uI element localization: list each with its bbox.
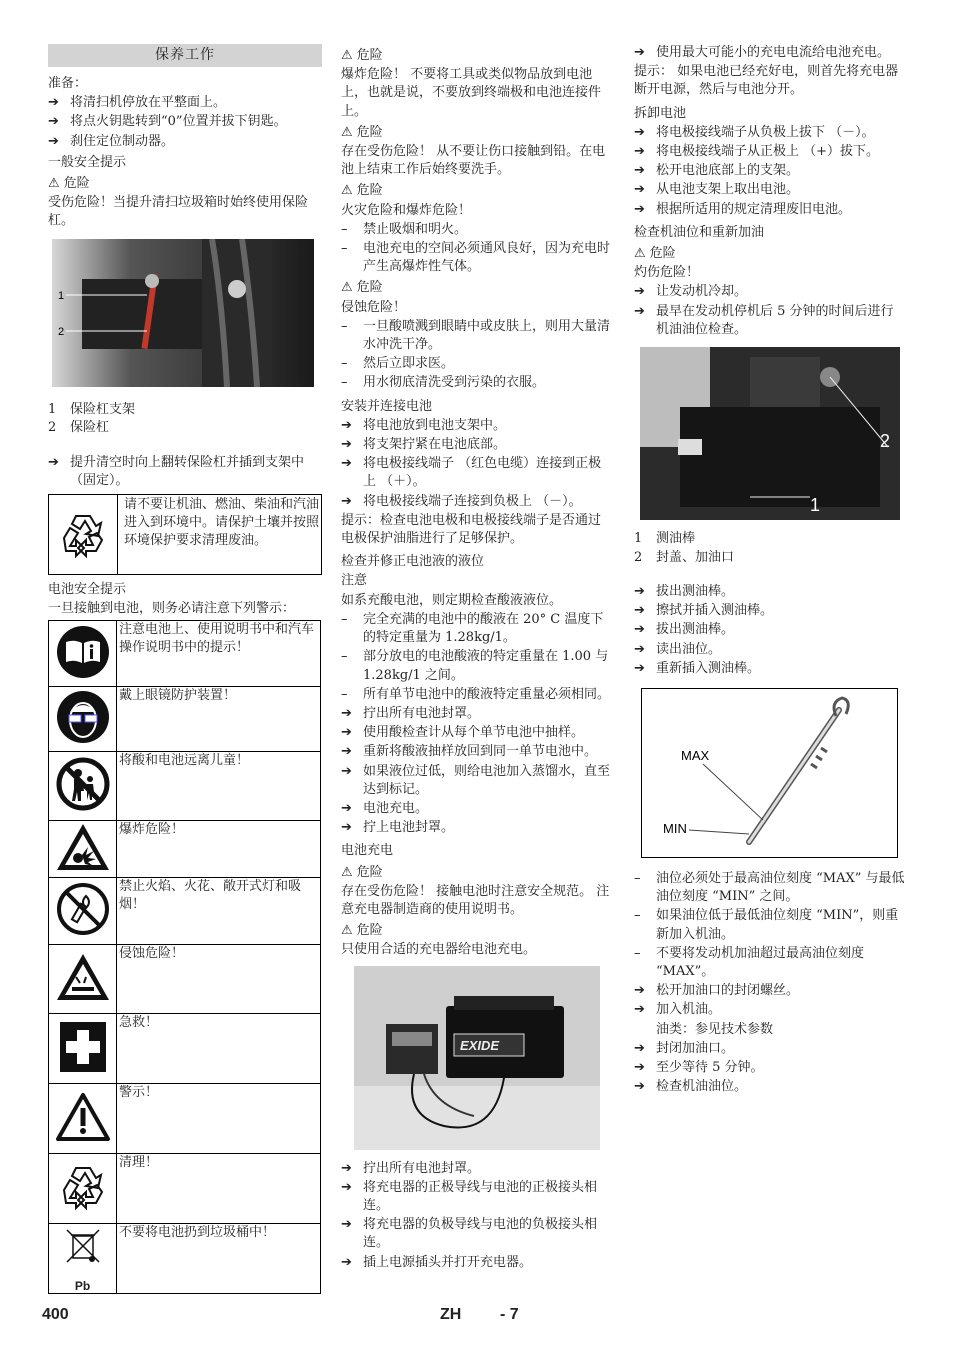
arrow-icon: ➔ bbox=[341, 1254, 352, 1270]
column-1 bbox=[48, 44, 322, 1294]
bullet-item-text: 禁止吸烟和明火。 bbox=[363, 221, 468, 237]
bullet-item-text: 一旦酸喷溅到眼睛中或皮肤上，则用大量清水冲洗干净。 bbox=[363, 318, 611, 353]
warning-text: 将酸和电池远离儿童！ bbox=[117, 752, 321, 821]
arrow-icon: ➔ bbox=[341, 417, 352, 433]
warning-triangle-icon: ⚠ bbox=[48, 176, 60, 192]
step-item-text: 将电极接线端子从负极上拔下 （－）。 bbox=[656, 124, 875, 140]
section-heading: 拆卸电池 bbox=[634, 105, 687, 121]
step-item bbox=[634, 660, 906, 678]
step-item-text: 让发动机冷却。 bbox=[656, 284, 748, 300]
figure-legend-item bbox=[634, 530, 906, 549]
paragraph: 如系充酸电池，则定期检查酸液液位。 bbox=[341, 592, 563, 608]
environment-note-text: 请不要让机油、燃油、柴油和汽油进入到环境中。请保护土壤并按照环境保护要求清理废油。 bbox=[124, 497, 320, 549]
arrow-icon: ➔ bbox=[341, 493, 352, 509]
dash-bullet: – bbox=[341, 356, 348, 372]
engine-photo bbox=[640, 347, 900, 520]
danger-heading bbox=[48, 175, 322, 193]
step-item bbox=[634, 162, 906, 180]
step-item-text: 松开电池底部上的支架。 bbox=[656, 163, 800, 179]
step-item bbox=[634, 1001, 906, 1019]
step-item bbox=[341, 763, 613, 799]
arrow-icon: ➔ bbox=[634, 45, 645, 60]
prep-step-text: 将清扫机停放在平整面上。 bbox=[70, 95, 227, 111]
warning-row bbox=[49, 1014, 321, 1084]
dash-bullet: – bbox=[341, 649, 348, 665]
paragraph: 火灾危险和爆炸危险！ bbox=[341, 202, 472, 218]
danger-heading bbox=[341, 182, 613, 200]
step-item bbox=[341, 1179, 613, 1215]
arrow-icon: ➔ bbox=[341, 437, 352, 453]
danger-label: 危险 bbox=[356, 48, 383, 63]
warning-text: 注意电池上、使用说明书中和汽车操作说明书中的提示！ bbox=[117, 621, 321, 687]
danger-heading bbox=[341, 922, 613, 940]
warning-text: 清理！ bbox=[117, 1154, 321, 1224]
arrow-icon: ➔ bbox=[341, 705, 352, 721]
bullet-item-text: 不要将发动机加油超过最高油位刻度 “MAX”。 bbox=[656, 945, 865, 980]
warning-triangle-icon: ⚠ bbox=[341, 48, 353, 63]
warning-text: 警示！ bbox=[117, 1084, 321, 1154]
legend-text: 测油棒 bbox=[656, 531, 696, 547]
arrow-icon: ➔ bbox=[341, 763, 352, 779]
battery-charging-photo bbox=[354, 966, 600, 1150]
bullet-item bbox=[341, 318, 613, 354]
arrow-icon: ➔ bbox=[634, 603, 645, 619]
legend-text: 保险杠 bbox=[70, 420, 110, 436]
step-item bbox=[634, 124, 906, 142]
step-item-text: 将电极接线端子连接到负极上 （－）。 bbox=[363, 493, 582, 509]
warning-text: 爆炸危险！ bbox=[117, 821, 321, 878]
step-item-text: 从电池支架上取出电池。 bbox=[656, 182, 800, 198]
step-item bbox=[341, 724, 613, 742]
spacer bbox=[48, 438, 322, 454]
dash-bullet: – bbox=[341, 241, 348, 257]
arrow-icon: ➔ bbox=[48, 95, 59, 111]
battery-safety-heading: 电池安全提示 bbox=[48, 582, 127, 598]
paragraph: 存在受伤危险！ 从不要让伤口接触到铅。在电池上结束工作后始终要洗手。 bbox=[341, 144, 606, 178]
step-item bbox=[634, 143, 906, 161]
step-item-text: 插上电源插头并打开充电器。 bbox=[363, 1254, 533, 1270]
arrow-icon: ➔ bbox=[634, 1002, 645, 1018]
step-item bbox=[634, 201, 906, 219]
danger-label: 危险 bbox=[356, 124, 383, 140]
lift-step-text: 提升清空时向上翻转保险杠并插到支架中 （固定）。 bbox=[70, 454, 305, 488]
arrow-icon: ➔ bbox=[634, 622, 645, 638]
pb-label: Pb bbox=[74, 1278, 91, 1293]
general-safety-heading: 一般安全提示 bbox=[48, 154, 127, 170]
column-2 bbox=[341, 44, 613, 1273]
warning-row bbox=[49, 821, 321, 878]
dipstick-diagram bbox=[641, 688, 898, 858]
prep-step bbox=[48, 133, 322, 151]
paragraph: 侵蚀危险！ bbox=[341, 299, 407, 315]
step-item-text: 将电池放到电池支架中。 bbox=[363, 417, 507, 433]
dash-bullet: – bbox=[634, 945, 641, 961]
warning-text: 侵蚀危险！ bbox=[117, 945, 321, 1014]
prep-step-text: 刹住定位制动器。 bbox=[70, 133, 175, 149]
step-item bbox=[341, 1254, 613, 1272]
step-item-text: 电池充电。 bbox=[363, 800, 429, 816]
bullet-item bbox=[634, 870, 906, 906]
danger-heading bbox=[341, 279, 613, 297]
bullet-item bbox=[634, 945, 906, 981]
no-fire-smoking-icon bbox=[49, 878, 117, 945]
first-aid-icon bbox=[49, 1014, 117, 1084]
bumper-figure bbox=[52, 239, 322, 391]
arrow-icon: ➔ bbox=[634, 182, 645, 198]
column-3 bbox=[634, 44, 906, 1098]
arrow-icon: ➔ bbox=[341, 1160, 352, 1176]
bullet-item bbox=[341, 374, 613, 392]
battery-safety-intro: 一旦接触到电池，则务必请注意下列警示： bbox=[48, 601, 296, 617]
warning-row bbox=[49, 621, 321, 687]
arrow-icon: ➔ bbox=[634, 201, 645, 217]
arrow-icon: ➔ bbox=[48, 133, 59, 149]
bullet-item-text: 电池充电的空间必须通风良好，因为充电时产生高爆炸性气体。 bbox=[363, 241, 611, 275]
bullet-item-text: 完全充满的电池中的酸液在 20° C 温度下的特定重量为 1.28kg/1。 bbox=[363, 611, 604, 646]
danger-label: 危险 bbox=[356, 923, 383, 939]
step-note: 油类：参见技术参数 bbox=[656, 1021, 774, 1037]
step-item-text: 将电极接线端子从正极上 （+）拔下。 bbox=[656, 144, 880, 160]
legend-text: 保险杠支架 bbox=[70, 401, 136, 417]
warning-row bbox=[49, 1154, 321, 1224]
bullet-item-text: 油位必须处于最高油位刻度 “MAX” 与最低油位刻度 “MIN” 之间。 bbox=[656, 871, 905, 905]
lift-step bbox=[48, 454, 322, 490]
eye-protection-icon bbox=[49, 687, 117, 752]
arrow-icon: ➔ bbox=[634, 1060, 645, 1076]
warning-row bbox=[49, 687, 321, 752]
paragraph: 爆炸危险！ 不要将工具或类似物品放到电池上，也就是说，不要放到终端极和电池连接件上。 bbox=[341, 67, 602, 119]
step-item bbox=[634, 303, 906, 339]
danger-label: 危险 bbox=[63, 176, 90, 192]
figure-label-1: 1 bbox=[58, 289, 65, 302]
arrow-icon: ➔ bbox=[48, 454, 59, 470]
step-item-text: 检查机油油位。 bbox=[656, 1079, 748, 1095]
environment-note-box bbox=[48, 494, 322, 575]
legend-text: 封盖、加油口 bbox=[656, 549, 735, 565]
step-item bbox=[634, 621, 906, 639]
danger-label: 危险 bbox=[649, 246, 676, 262]
step-item-text: 重新将酸液抽样放回到同一单节电池中。 bbox=[363, 744, 598, 760]
step-item bbox=[634, 1059, 906, 1077]
bullet-item bbox=[634, 907, 906, 943]
step-item bbox=[341, 1216, 613, 1252]
step-item-text: 拧出所有电池封罩。 bbox=[363, 705, 481, 721]
dash-bullet: – bbox=[341, 221, 348, 237]
danger-label: 危险 bbox=[356, 864, 383, 880]
step-item-text: 擦拭并插入测油棒。 bbox=[656, 603, 774, 619]
warning-icon bbox=[49, 1084, 117, 1154]
keep-children-away-icon bbox=[49, 752, 117, 821]
arrow-icon: ➔ bbox=[634, 584, 645, 600]
paragraph: 提示：检查电池电极和电极接线端子是否通过电极保护油脂进行了足够保护。 bbox=[341, 512, 602, 547]
warning-triangle-icon: ⚠ bbox=[634, 246, 646, 262]
step-item-text: 根据所适用的规定清理废旧电池。 bbox=[656, 201, 852, 217]
step-item bbox=[634, 283, 906, 301]
step-item bbox=[634, 641, 906, 659]
danger-heading bbox=[341, 47, 613, 65]
warning-text: 急救！ bbox=[117, 1014, 321, 1084]
section-heading: 检查并修正电池液的液位 bbox=[341, 554, 485, 570]
step-item bbox=[341, 417, 613, 435]
language-code: ZH bbox=[440, 1306, 462, 1323]
recycle-icon bbox=[49, 495, 118, 574]
step-item bbox=[341, 436, 613, 454]
preparation-label: 准备： bbox=[48, 76, 88, 91]
step-item-text: 使用最大可能小的充电电流给电池充电。 bbox=[656, 45, 891, 60]
step-item-text: 最早在发动机停机后 5 分钟的时间后进行机油油位检查。 bbox=[656, 303, 894, 337]
warning-row bbox=[49, 1084, 321, 1154]
step-item-text: 封闭加油口。 bbox=[656, 1040, 735, 1056]
step-item bbox=[341, 743, 613, 761]
section-heading: 安装并连接电池 bbox=[341, 398, 433, 414]
arrow-icon: ➔ bbox=[341, 1179, 352, 1195]
danger-heading bbox=[341, 864, 613, 882]
bullet-item bbox=[341, 611, 613, 647]
step-item bbox=[341, 705, 613, 723]
prep-step bbox=[48, 94, 322, 112]
warning-triangle-icon: ⚠ bbox=[341, 280, 353, 296]
step-item bbox=[341, 800, 613, 818]
legend-number: 1 bbox=[48, 401, 57, 417]
bullet-item bbox=[341, 648, 613, 684]
bullet-item bbox=[341, 240, 613, 276]
warning-text: 不要将电池扔到垃圾桶中！ bbox=[117, 1224, 321, 1294]
bullet-item-text: 如果油位低于最低油位刻度 “MIN”，则重新加入机油。 bbox=[656, 908, 899, 942]
warning-triangle-icon: ⚠ bbox=[341, 923, 353, 939]
bullet-item-text: 然后立即求医。 bbox=[363, 356, 455, 372]
step-item-text: 松开加油口的封闭螺丝。 bbox=[656, 983, 800, 999]
arrow-icon: ➔ bbox=[634, 1040, 645, 1056]
step-item-text: 将充电器的负极导线与电池的负极接头相连。 bbox=[363, 1217, 598, 1251]
dash-bullet: – bbox=[341, 375, 348, 391]
prep-step bbox=[48, 113, 322, 131]
paragraph: 注意 bbox=[341, 573, 368, 589]
battery-figure bbox=[354, 966, 613, 1154]
legend-number: 2 bbox=[48, 420, 57, 436]
step-item bbox=[634, 1078, 906, 1096]
arrow-icon: ➔ bbox=[341, 744, 352, 760]
bullet-item-text: 用水彻底清洗受到污染的衣服。 bbox=[363, 375, 546, 391]
step-item-text: 将支架拧紧在电池底部。 bbox=[363, 437, 507, 453]
arrow-icon: ➔ bbox=[341, 725, 352, 741]
recycle-icon bbox=[49, 1154, 117, 1224]
warning-triangle-icon: ⚠ bbox=[341, 864, 353, 880]
min-label: MIN bbox=[663, 821, 687, 837]
battery-warnings-table bbox=[48, 620, 321, 1294]
bullet-item-text: 部分放电的电池酸液的特定重量在 1.00 与 1.28kg/1 之间。 bbox=[363, 649, 609, 683]
engine-label-2: 2 bbox=[880, 431, 891, 452]
arrow-icon: ➔ bbox=[634, 660, 645, 676]
arrow-icon: ➔ bbox=[341, 456, 352, 472]
step-item-text: 将电极接线端子 （红色电缆）连接到正极上 （＋）。 bbox=[363, 456, 602, 490]
dash-bullet: – bbox=[341, 611, 348, 627]
arrow-icon: ➔ bbox=[341, 800, 352, 816]
step-item bbox=[634, 44, 906, 62]
dash-bullet: – bbox=[341, 318, 348, 334]
manual-info-icon bbox=[49, 621, 117, 687]
no-trash-bin-icon bbox=[49, 1224, 117, 1294]
step-item bbox=[634, 602, 906, 620]
danger-text: 受伤危险！当提升清扫垃圾箱时始终使用保险杠。 bbox=[48, 195, 309, 229]
dash-bullet: – bbox=[634, 871, 641, 887]
arrow-icon: ➔ bbox=[634, 1079, 645, 1095]
danger-label: 危险 bbox=[356, 183, 383, 199]
legend-number: 2 bbox=[634, 549, 643, 565]
warning-row bbox=[49, 752, 321, 821]
dash-bullet: – bbox=[634, 908, 641, 924]
danger-label: 危险 bbox=[356, 280, 383, 296]
explosion-icon bbox=[49, 821, 117, 878]
step-item-text: 加入机油。 bbox=[656, 1002, 722, 1018]
arrow-icon: ➔ bbox=[341, 820, 352, 836]
paragraph: 提示： 如果电池已经充好电，则首先将充电器断开电源，然后与电池分开。 bbox=[634, 64, 899, 98]
step-item bbox=[341, 493, 613, 511]
bullet-item-text: 所有单节电池中的酸液特定重量必须相同。 bbox=[363, 686, 611, 702]
battery-brand-label: EXIDE bbox=[460, 1037, 500, 1053]
step-item-text: 重新插入测油棒。 bbox=[656, 660, 761, 676]
step-item-text: 拔出测油棒。 bbox=[656, 622, 735, 638]
paragraph: 只使用合适的充电器给电池充电。 bbox=[341, 942, 537, 958]
figure-legend-item bbox=[48, 401, 322, 420]
figure-label-2: 2 bbox=[58, 325, 65, 338]
arrow-icon: ➔ bbox=[634, 284, 645, 300]
corrosive-icon bbox=[49, 945, 117, 1014]
step-item bbox=[634, 982, 906, 1000]
step-item bbox=[634, 583, 906, 601]
warning-row bbox=[49, 878, 321, 945]
step-item-text: 将充电器的正极导线与电池的正极接头相连。 bbox=[363, 1179, 598, 1213]
paragraph: 灼伤危险！ bbox=[634, 265, 700, 281]
section-heading: 检查机油位和重新加油 bbox=[634, 224, 765, 240]
step-item-text: 读出油位。 bbox=[656, 641, 722, 657]
warning-triangle-icon: ⚠ bbox=[341, 124, 353, 140]
max-label: MAX bbox=[681, 748, 710, 764]
step-item bbox=[634, 181, 906, 199]
warning-row bbox=[49, 945, 321, 1014]
section-heading: 电池充电 bbox=[341, 843, 394, 859]
dipstick-figure bbox=[641, 688, 906, 862]
step-item bbox=[341, 819, 613, 837]
warning-row bbox=[49, 1224, 321, 1294]
step-item-text: 如果液位过低，则给电池加入蒸馏水，直至达到标记。 bbox=[363, 763, 611, 797]
bullet-item bbox=[341, 355, 613, 373]
arrow-icon: ➔ bbox=[634, 641, 645, 657]
arrow-icon: ➔ bbox=[634, 163, 645, 179]
page-number: 400 bbox=[42, 1306, 69, 1323]
danger-heading bbox=[634, 245, 906, 263]
arrow-icon: ➔ bbox=[634, 983, 645, 999]
bullet-item bbox=[341, 221, 613, 239]
step-item bbox=[341, 1160, 613, 1178]
arrow-icon: ➔ bbox=[634, 144, 645, 160]
bullet-item bbox=[341, 686, 613, 704]
page-suffix: - 7 bbox=[500, 1306, 519, 1323]
dash-bullet: – bbox=[341, 686, 348, 702]
arrow-icon: ➔ bbox=[634, 303, 645, 319]
arrow-icon: ➔ bbox=[634, 124, 645, 140]
warning-triangle-icon: ⚠ bbox=[341, 183, 353, 199]
warning-text: 禁止火焰、火花、敞开式灯和吸烟！ bbox=[117, 878, 321, 945]
prep-step-text: 将点火钥匙转到“0”位置并拔下钥匙。 bbox=[70, 114, 287, 130]
engine-label-1: 1 bbox=[810, 495, 821, 516]
step-item-text: 拔出测油棒。 bbox=[656, 584, 735, 600]
step-item-text: 拧出所有电池封罩。 bbox=[363, 1160, 481, 1176]
step-item-text: 拧上电池封罩。 bbox=[363, 820, 455, 836]
danger-heading bbox=[341, 124, 613, 142]
spacer bbox=[634, 567, 906, 583]
warning-text: 戴上眼镜防护装置！ bbox=[117, 687, 321, 752]
step-item-text: 至少等待 5 分钟。 bbox=[656, 1060, 764, 1076]
step-item bbox=[634, 1040, 906, 1058]
arrow-icon: ➔ bbox=[341, 1217, 352, 1233]
section-header: 保养工作 bbox=[48, 44, 322, 67]
engine-figure bbox=[640, 347, 906, 524]
paragraph: 存在受伤危险！ 接触电池时注意安全规范。 注意充电器制造商的使用说明书。 bbox=[341, 883, 610, 917]
legend-number: 1 bbox=[634, 531, 643, 547]
arrow-icon: ➔ bbox=[48, 114, 59, 130]
step-item-text: 使用酸检查计从每个单节电池中抽样。 bbox=[363, 725, 585, 741]
bumper-photo bbox=[52, 239, 314, 387]
figure-legend-item bbox=[48, 419, 322, 438]
step-item bbox=[341, 455, 613, 491]
figure-legend-item bbox=[634, 549, 906, 568]
